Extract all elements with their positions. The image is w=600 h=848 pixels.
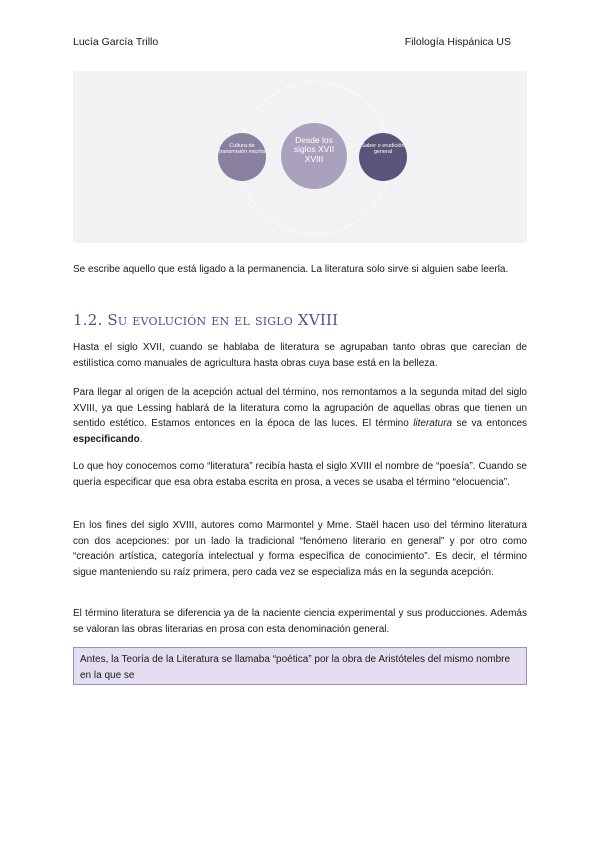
paragraph-ciencia: El término literatura se diferencia ya de la naciente ciencia experimental y sus producciones. Además se valoran las obras literarias en prosa con esta denominación general. [73,608,527,635]
paragraph-permanence: Se escribe aquello que está ligado a la permanencia. La literatura solo sirve si alguien sabe leerla. [73,264,509,275]
diagram-node-left: Cultura de transmisión escrita [219,143,265,156]
paragraph-xvii: Hasta el siglo XVII, cuando se hablaba de literatura se agrupaban tanto obras que carecían de estilística como manuales de agricultura hasta obras cuya base está en la belleza. [73,342,527,369]
section-heading: 1.2. Su evolución en el siglo XVIII [73,311,339,329]
diagram-node-left-shape [218,133,266,181]
header-author: Lucía García Trillo [73,36,159,48]
paragraph-origin [73,385,527,447]
term-italic: literatura [413,418,453,429]
header-department: Filología Hispánica US [404,36,511,48]
diagram-node-right-shape [359,133,407,181]
paragraph-poesia: Lo que hoy conocemos como “literatura” recibía hasta el siglo XVIII el nombre de “poesía”. Cuando se quería especificar que esa obra estaba escrita en prosa, a veces se usaba el término “elocuencia”. [73,461,527,488]
term-bold: especificando [73,433,140,445]
diagram-node-right: Saber o erudición general [361,143,405,156]
paragraph-origin-middle: se va entonces [452,418,528,429]
concept-diagram [73,71,527,243]
paragraph-origin-text: Para llegar al origen de la acepción actual del término, nos remontamos a la segunda mitad del siglo XVIII, ya que Lessing hablará de la literatura como la agrupación de aquellas obras que tienen un sentido estético. Estamos entonces en la época de las luces. El término [73,387,527,429]
callout-box: Antes, la Teoría de la Literatura se llamaba “poética” por la obra de Aristóteles del mismo nombre en la que se [73,647,527,685]
diagram-node-center: Desde los siglos XVII XVIII [293,135,335,164]
page-header [73,36,511,50]
paragraph-acepciones: En los fines del siglo XVIII, autores como Marmontel y Mme. Staël hacen uso del término literatura con dos acepciones: por un lado la tradicional “fenómeno literario en general” y por otro como “creación artística, categoría intelectual y forma específica de conocimiento”. Es decir, el término sigue manteniendo su raíz primera, pero cada vez se especializa más en la segunda acepción. [73,520,527,578]
paragraph-origin-end: . [139,433,143,445]
